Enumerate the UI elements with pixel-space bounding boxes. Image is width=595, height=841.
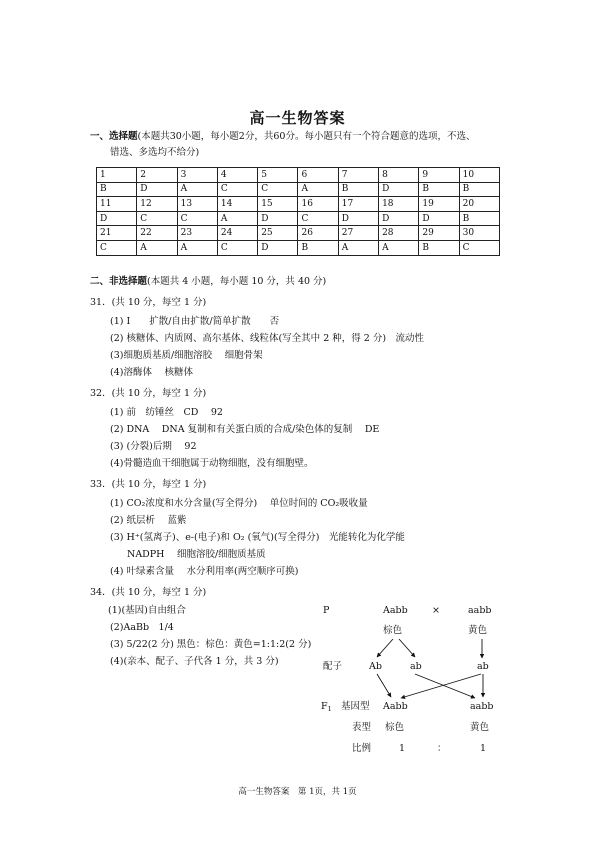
answer-cell: D bbox=[258, 211, 298, 226]
answer-cell: A bbox=[217, 211, 257, 226]
answer-cell: B bbox=[97, 182, 137, 197]
diagram-cross-sign: × bbox=[432, 605, 440, 616]
question-number-cell: 17 bbox=[338, 197, 378, 212]
diagram-gamete-label: 配子 bbox=[323, 661, 343, 672]
question-number-cell: 29 bbox=[419, 226, 459, 241]
part1-desc-line1: (本题共30小题，每小题2分，共60分。每小题只有一个符合题意的选项，不选、 bbox=[137, 131, 476, 142]
question-number-cell: 28 bbox=[379, 226, 419, 241]
answer-cell: B bbox=[459, 182, 499, 197]
q32-head: 32．(共 10 分，每空 1 分) bbox=[90, 388, 207, 399]
diagram-parent2: aabb bbox=[468, 605, 492, 616]
question-number-cell: 7 bbox=[338, 168, 378, 183]
q34-head: 34．(共 10 分，每空 1 分) bbox=[90, 587, 207, 598]
diagram-child2: aabb bbox=[470, 701, 494, 712]
question-number-cell: 14 bbox=[217, 197, 257, 212]
answer-cell: C bbox=[97, 240, 137, 255]
diagram-ratio-label: 比例 bbox=[352, 743, 372, 754]
answer-cell: B bbox=[338, 182, 378, 197]
page-title: 高一生物答案 bbox=[249, 109, 346, 127]
answer-cell: A bbox=[379, 240, 419, 255]
answer-cell: C bbox=[137, 211, 177, 226]
q33-line-1: (1) CO₂浓度和水分含量(写全得分) 单位时间的 CO₂吸收量 bbox=[110, 498, 368, 509]
diagram-ratio-1: 1 bbox=[399, 743, 406, 754]
diagram-f1-label bbox=[321, 701, 332, 713]
q33-line-2: (2) 纸层析 蓝紫 bbox=[110, 515, 187, 526]
answer-cell: A bbox=[338, 240, 378, 255]
answer-row bbox=[97, 182, 500, 197]
answer-cell: B bbox=[459, 211, 499, 226]
part2-desc: (本题共 4 小题，每小题 10 分，共 40 分) bbox=[147, 276, 327, 287]
diagram-pheno1: 棕色 bbox=[383, 625, 403, 636]
part2-heading: 二、非选择题 bbox=[90, 276, 148, 287]
arrow-parent1-to-ab bbox=[399, 639, 415, 657]
diagram-phenotype-label: 表型 bbox=[352, 722, 372, 733]
question-number-cell: 26 bbox=[298, 226, 338, 241]
question-number-cell: 9 bbox=[419, 168, 459, 183]
q33-line-4: NADPH 细胞溶胶/细胞质基质 bbox=[127, 549, 266, 560]
question-number-cell: 11 bbox=[97, 197, 137, 212]
q33-line-5: (4) 叶绿素含量 水分利用率(两空顺序可换) bbox=[110, 566, 299, 577]
question-number-cell: 2 bbox=[137, 168, 177, 183]
diagram-f1-letter: F bbox=[321, 701, 328, 712]
part2-heading-line bbox=[90, 276, 326, 288]
question-number-row bbox=[97, 197, 500, 212]
answer-cell: D bbox=[338, 211, 378, 226]
question-number-cell: 19 bbox=[419, 197, 459, 212]
question-number-cell: 25 bbox=[258, 226, 298, 241]
page-footer: 高一生物答案 第 1页，共 1页 bbox=[238, 787, 357, 797]
diagram-p-label: P bbox=[323, 605, 330, 616]
question-number-row bbox=[97, 226, 500, 241]
q31-line-2: (2) 核糖体、内质网、高尔基体、线粒体(写全其中 2 种，得 2 分) 流动性 bbox=[110, 333, 425, 344]
answer-cell: B bbox=[298, 240, 338, 255]
answer-cell: B bbox=[419, 182, 459, 197]
answer-row bbox=[97, 211, 500, 226]
diagram-genotype-label: 基因型 bbox=[341, 701, 370, 712]
question-number-cell: 4 bbox=[217, 168, 257, 183]
question-number-cell: 30 bbox=[459, 226, 499, 241]
answer-cell: A bbox=[137, 240, 177, 255]
diagram-child2-pheno: 黄色 bbox=[470, 722, 490, 733]
answer-cell: C bbox=[258, 182, 298, 197]
arrow-parent1-to-Ab bbox=[377, 639, 393, 657]
answer-cell: D bbox=[419, 211, 459, 226]
question-number-cell: 23 bbox=[177, 226, 217, 241]
q31-line-1: (1) Ⅰ 扩散/自由扩散/简单扩散 否 bbox=[110, 316, 280, 327]
q34-line-3: (3) 5/22(2 分) 黑色：棕色：黄色=1:1:2(2 分) bbox=[110, 639, 312, 650]
arrow-ab-to-aabb bbox=[415, 674, 475, 698]
question-number-cell: 5 bbox=[258, 168, 298, 183]
q31-line-4: (4)溶酶体 核糖体 bbox=[110, 367, 193, 378]
q34-line-2: (2)AaBb 1/4 bbox=[110, 622, 174, 633]
part1-desc-line2: 错选、多选均不给分) bbox=[110, 147, 200, 158]
question-number-row bbox=[97, 168, 500, 183]
q32-line-2: (2) DNA DNA 复制和有关蛋白质的合成/染色体的复制 DE bbox=[110, 424, 380, 435]
diagram-pheno2: 黄色 bbox=[468, 625, 488, 636]
question-number-cell: 10 bbox=[459, 168, 499, 183]
answer-cell: D bbox=[97, 211, 137, 226]
q33-head: 33．(共 10 分，每空 1 分) bbox=[90, 479, 207, 490]
answer-cell: D bbox=[379, 182, 419, 197]
question-number-cell: 3 bbox=[177, 168, 217, 183]
question-number-cell: 20 bbox=[459, 197, 499, 212]
question-number-cell: 12 bbox=[137, 197, 177, 212]
answer-cell: C bbox=[217, 182, 257, 197]
answer-cell: D bbox=[379, 211, 419, 226]
answer-cell: D bbox=[137, 182, 177, 197]
genetic-cross-diagram bbox=[315, 598, 515, 758]
answer-table bbox=[96, 167, 500, 256]
question-number-cell: 24 bbox=[217, 226, 257, 241]
diagram-child1-pheno: 棕色 bbox=[385, 722, 405, 733]
answer-cell: A bbox=[298, 182, 338, 197]
diagram-gamete-ab-2: ab bbox=[477, 661, 489, 672]
arrow-ab2-to-Aabb bbox=[401, 674, 481, 698]
q34-line-1: (1)(基因)自由组合 bbox=[108, 605, 186, 616]
answer-cell: C bbox=[459, 240, 499, 255]
question-number-cell: 6 bbox=[298, 168, 338, 183]
diagram-f1-sub: 1 bbox=[327, 705, 332, 713]
answer-cell: D bbox=[258, 240, 298, 255]
q31-line-3: (3)细胞质基质/细胞溶胶 细胞骨架 bbox=[110, 350, 263, 361]
answer-row bbox=[97, 240, 500, 255]
q33-line-3: (3) H⁺(氢离子)、e-(电子)和 O₂ (氧气)(写全得分) 光能转化为化学能 bbox=[110, 532, 405, 543]
answer-cell: B bbox=[419, 240, 459, 255]
answer-cell: C bbox=[177, 211, 217, 226]
arrow-Ab-to-Aabb bbox=[377, 674, 391, 697]
diagram-parent1: Aabb bbox=[383, 605, 408, 616]
answer-cell: A bbox=[177, 240, 217, 255]
diagram-gamete-ab-1: ab bbox=[410, 661, 422, 672]
q32-line-1: (1) 前 纺锤丝 CD 92 bbox=[110, 407, 223, 418]
part1-heading: 一、选择题 bbox=[90, 131, 138, 142]
diagram-ratio-2: 1 bbox=[480, 743, 487, 754]
q32-line-3: (3) (分裂)后期 92 bbox=[110, 441, 197, 452]
diagram-child1: Aabb bbox=[383, 701, 408, 712]
question-number-cell: 16 bbox=[298, 197, 338, 212]
q31-head: 31．(共 10 分，每空 1 分) bbox=[90, 297, 207, 308]
question-number-cell: 8 bbox=[379, 168, 419, 183]
question-number-cell: 22 bbox=[137, 226, 177, 241]
part1-heading-line bbox=[90, 131, 475, 143]
answer-cell: A bbox=[177, 182, 217, 197]
question-number-cell: 1 bbox=[97, 168, 137, 183]
question-number-cell: 15 bbox=[258, 197, 298, 212]
answer-cell: C bbox=[217, 240, 257, 255]
diagram-gamete-Ab: Ab bbox=[369, 661, 382, 672]
q34-line-4: (4)(亲本、配子、子代各 1 分，共 3 分) bbox=[110, 656, 279, 667]
question-number-cell: 18 bbox=[379, 197, 419, 212]
diagram-ratio-colon: ： bbox=[437, 743, 447, 754]
question-number-cell: 21 bbox=[97, 226, 137, 241]
question-number-cell: 27 bbox=[338, 226, 378, 241]
question-number-cell: 13 bbox=[177, 197, 217, 212]
q32-line-4: (4)骨髓造血干细胞属于动物细胞，没有细胞壁。 bbox=[110, 458, 314, 469]
answer-cell: C bbox=[298, 211, 338, 226]
